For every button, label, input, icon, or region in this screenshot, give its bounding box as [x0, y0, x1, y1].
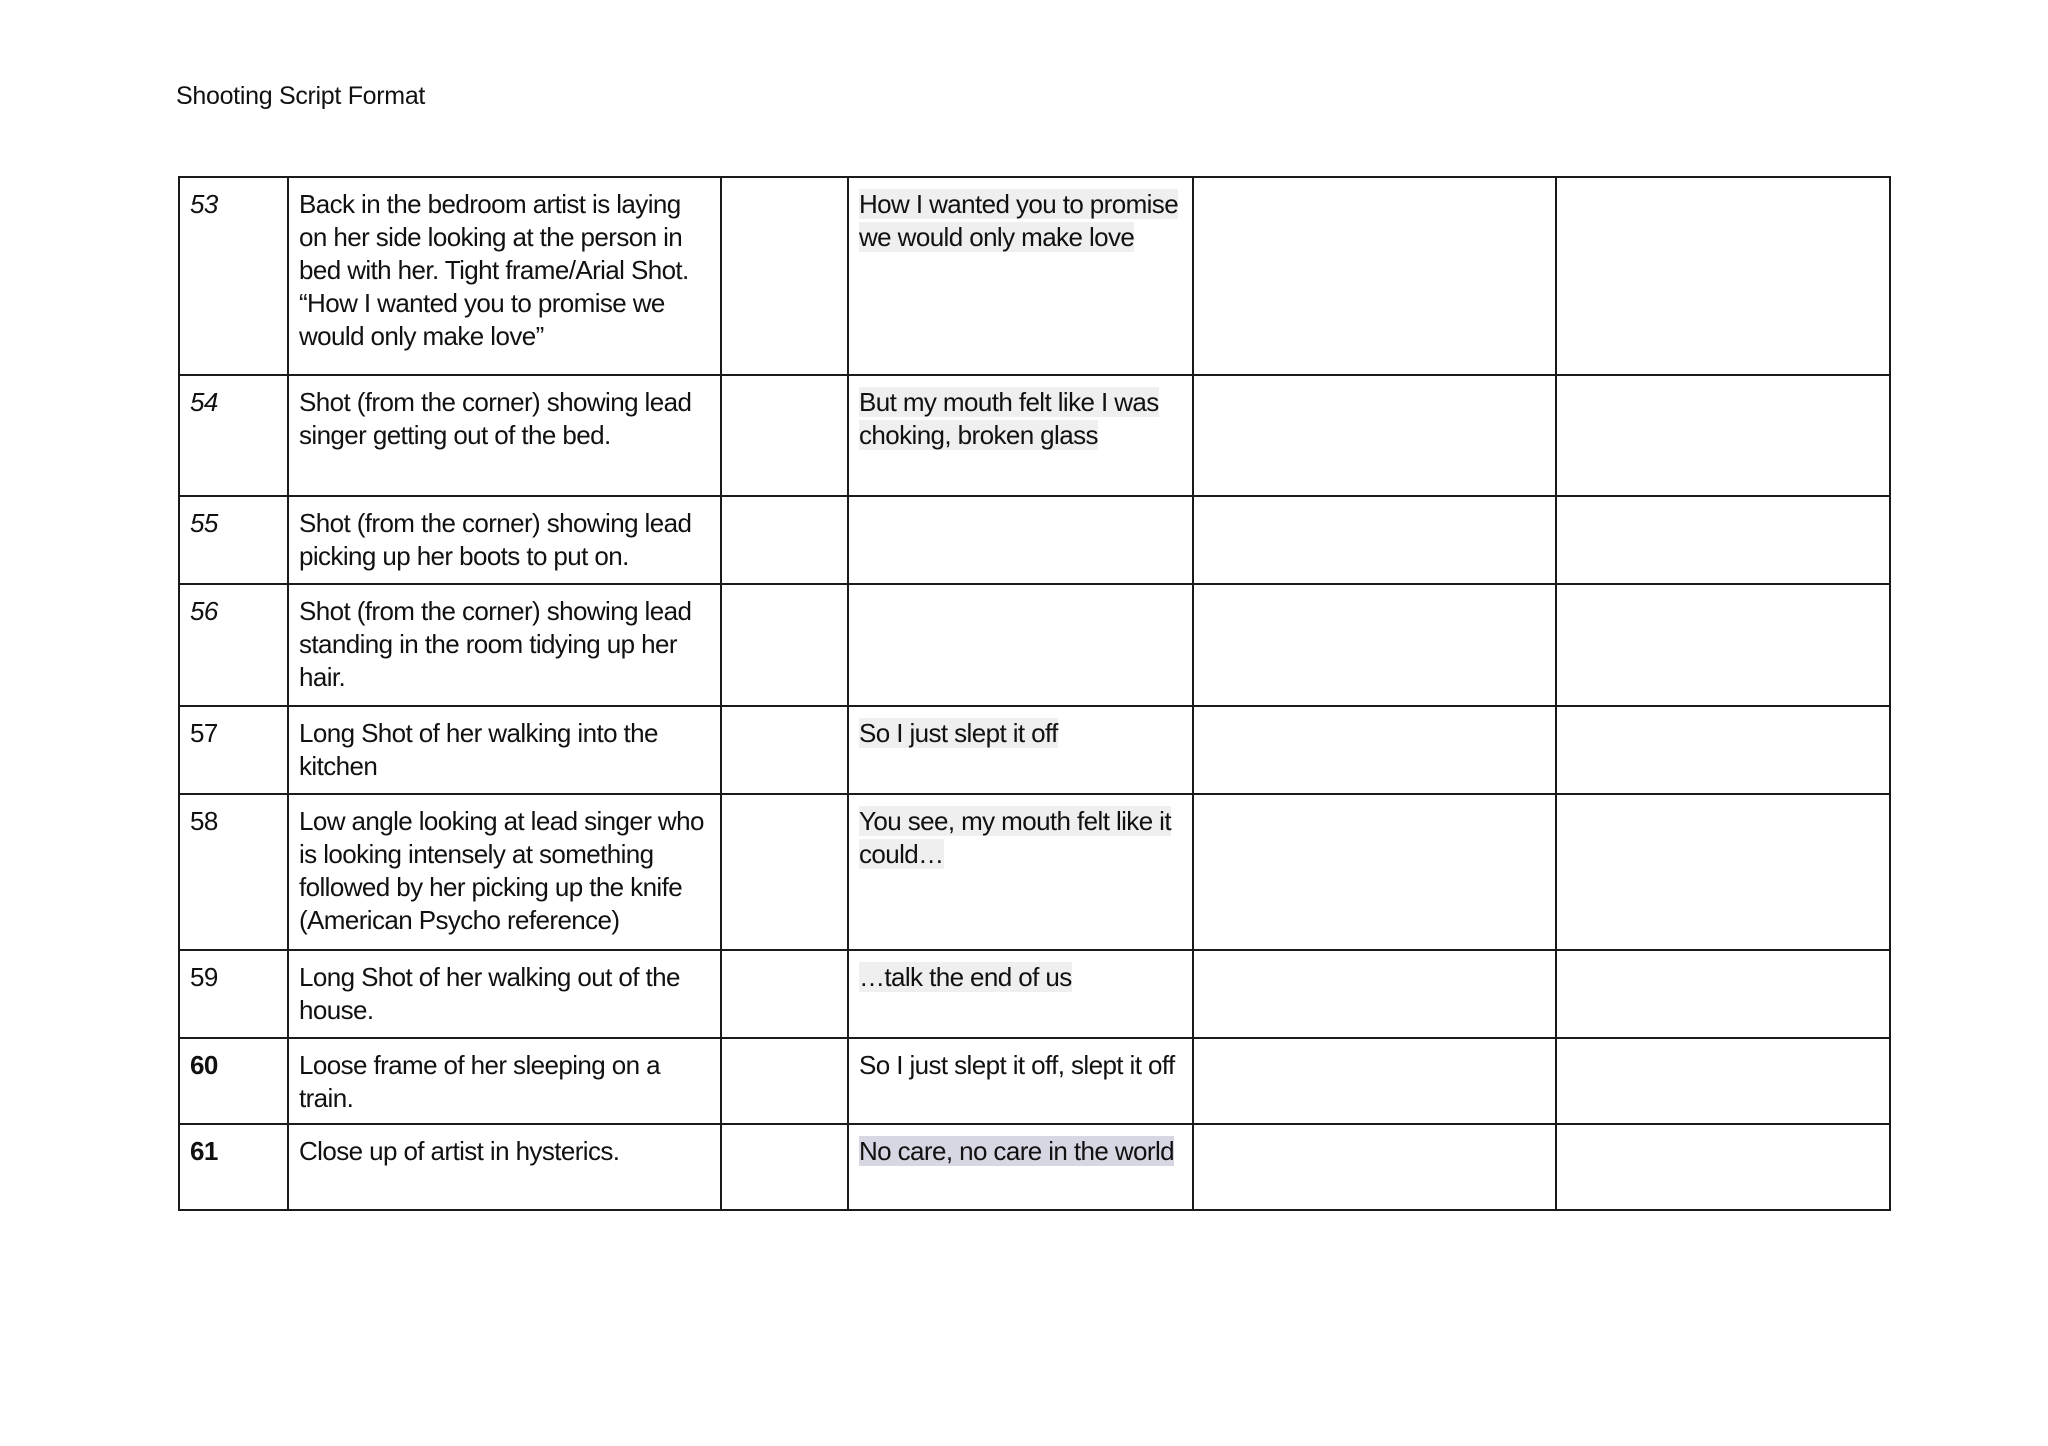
table-row [179, 177, 1890, 375]
empty-cell [1193, 950, 1556, 1038]
table-row [179, 584, 1890, 706]
empty-cell [1556, 950, 1890, 1038]
shot-number: 58 [179, 794, 288, 950]
shot-number: 53 [179, 177, 288, 375]
empty-cell [1193, 1038, 1556, 1124]
shot-number: 55 [179, 496, 288, 584]
shot-description: Long Shot of her walking into the kitchen [288, 706, 721, 794]
empty-cell [1556, 496, 1890, 584]
empty-cell [721, 794, 848, 950]
shot-number: 61 [179, 1124, 288, 1210]
empty-cell [721, 706, 848, 794]
empty-cell [1193, 794, 1556, 950]
lyrics-text: How I wanted you to promise we would only make love [859, 189, 1179, 252]
empty-cell [1556, 794, 1890, 950]
shot-description: Back in the bedroom artist is laying on her side looking at the person in bed with her. Tight frame/Arial Shot. “How I wanted you to promise we would only make love” [288, 177, 721, 375]
lyrics-text: So I just slept it off, slept it off [859, 1050, 1175, 1080]
empty-cell [721, 950, 848, 1038]
shot-description: Low angle looking at lead singer who is looking intensely at something followed by her picking up the knife (American Psycho reference) [288, 794, 721, 950]
empty-cell [1556, 584, 1890, 706]
empty-cell [1193, 584, 1556, 706]
empty-cell [1193, 177, 1556, 375]
table-row [179, 1038, 1890, 1124]
empty-cell [1193, 706, 1556, 794]
shot-number: 54 [179, 375, 288, 496]
lyrics-cell [848, 950, 1193, 1038]
lyrics-cell [848, 375, 1193, 496]
shot-number: 56 [179, 584, 288, 706]
empty-cell [721, 1038, 848, 1124]
lyrics-cell [848, 794, 1193, 950]
lyrics-text: So I just slept it off [859, 718, 1058, 748]
page-title: Shooting Script Format [176, 82, 426, 110]
table-row [179, 375, 1890, 496]
table-row [179, 794, 1890, 950]
lyrics-cell [848, 584, 1193, 706]
empty-cell [721, 584, 848, 706]
lyrics-text: …talk the end of us [859, 962, 1072, 992]
empty-cell [1556, 1124, 1890, 1210]
lyrics-text: No care, no care in the world [859, 1136, 1174, 1166]
empty-cell [1193, 375, 1556, 496]
lyrics-cell [848, 1124, 1193, 1210]
shot-description: Loose frame of her sleeping on a train. [288, 1038, 721, 1124]
lyrics-text: You see, my mouth felt like it could… [859, 806, 1171, 869]
table-row [179, 950, 1890, 1038]
shot-description: Shot (from the corner) showing lead standing in the room tidying up her hair. [288, 584, 721, 706]
shot-description: Shot (from the corner) showing lead singer getting out of the bed. [288, 375, 721, 496]
empty-cell [1556, 1038, 1890, 1124]
table-row [179, 496, 1890, 584]
table-row [179, 706, 1890, 794]
empty-cell [1193, 496, 1556, 584]
lyrics-cell [848, 706, 1193, 794]
lyrics-cell [848, 496, 1193, 584]
shot-description: Shot (from the corner) showing lead picking up her boots to put on. [288, 496, 721, 584]
table-row [179, 1124, 1890, 1210]
empty-cell [721, 1124, 848, 1210]
lyrics-cell [848, 177, 1193, 375]
empty-cell [721, 496, 848, 584]
shot-description: Close up of artist in hysterics. [288, 1124, 721, 1210]
shot-number: 57 [179, 706, 288, 794]
empty-cell [1556, 375, 1890, 496]
empty-cell [721, 177, 848, 375]
shot-number: 60 [179, 1038, 288, 1124]
shot-number: 59 [179, 950, 288, 1038]
empty-cell [1193, 1124, 1556, 1210]
lyrics-text: But my mouth felt like I was choking, broken glass [859, 387, 1159, 450]
empty-cell [1556, 706, 1890, 794]
shot-description: Long Shot of her walking out of the house. [288, 950, 721, 1038]
lyrics-cell [848, 1038, 1193, 1124]
empty-cell [721, 375, 848, 496]
empty-cell [1556, 177, 1890, 375]
shooting-script-table [178, 176, 1891, 1211]
